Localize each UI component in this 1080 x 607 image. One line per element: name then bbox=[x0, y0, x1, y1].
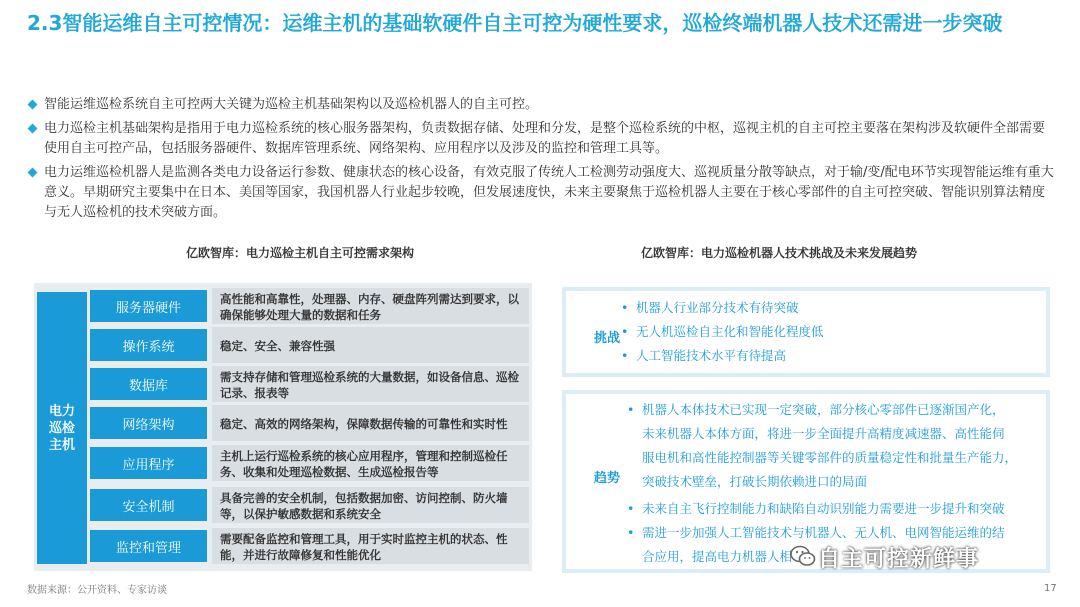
challenge-panel bbox=[562, 287, 1050, 377]
page-number: 17 bbox=[1044, 583, 1057, 594]
challenge-item: • 人工智能技术水平有待提高 bbox=[621, 348, 787, 363]
category-desc: 主机上运行巡检系统的核心应用程序，管理和控制巡检任务、收集和处理巡检数据、生成巡检报告等 bbox=[212, 445, 529, 481]
trend-item: • 需进一步加强人工智能技术与机器人、无人机、电网智能运维的结 bbox=[627, 525, 1005, 540]
bullet-item: 电力巡检主机基础架构是指用于电力巡检系统的核心服务器架构，负责数据存储、处理和分发，是整个巡检系统的中枢，巡视主机的自主可控主要落在架构涉及软硬件全部需要使用自主可控产品，包括服务器硬件、数据库管理系统、网络架构、应用程序以及涉及的监控和管理工具等。 bbox=[27, 119, 1057, 159]
left-diagram-title: 亿欧智库：电力巡检主机自主可控需求架构 bbox=[186, 246, 415, 260]
trend-line: 合应用，提高电力机器人相 bbox=[642, 549, 793, 564]
main-node-label: 电力 巡检 主机 bbox=[37, 292, 87, 564]
trend-item: • 未来自主飞行控制能力和缺陷自动识别能力需要进一步提升和突破 bbox=[627, 501, 1005, 516]
watermark-text: 自主可控新鲜事 bbox=[818, 547, 980, 572]
category-desc: 需支持存储和管理巡检系统的大量数据，如设备信息、巡检记录、报表等 bbox=[212, 366, 529, 402]
bullet-list bbox=[27, 95, 1057, 227]
challenge-item: • 无人机巡检自主化和智能化程度低 bbox=[621, 324, 824, 339]
category-block: 应用程序 bbox=[90, 447, 207, 479]
trend-item: • 机器人本体技术已实现一定突破，部分核心零部件已逐渐国产化， bbox=[627, 402, 1005, 417]
category-desc: 稳定、安全、兼容性强 bbox=[212, 327, 529, 363]
wechat-icon bbox=[790, 545, 816, 567]
category-desc: 稳定、高效的网络架构，保障数据传输的可靠性和实时性 bbox=[212, 405, 529, 441]
category-desc: 具备完善的安全机制，包括数据加密、访问控制、防火墙等，以保护敏感数据和系统安全 bbox=[212, 487, 529, 523]
page-title: 2.3智能运维自主可控情况：运维主机的基础软硬件自主可控为硬性要求，巡检终端机器人技术还需进一步突破 bbox=[27, 11, 1003, 35]
diamond-icon bbox=[28, 100, 38, 110]
trend-line: 服电机和高性能控制器等关键零部件的质量稳定性和批量生产能力， bbox=[642, 450, 1018, 465]
trend-label: 趋势 bbox=[594, 471, 621, 486]
category-block: 安全机制 bbox=[90, 489, 207, 521]
bullet-item: 智能运维巡检系统自主可控两大关键为巡检主机基础架构以及巡检机器人的自主可控。 bbox=[27, 95, 1057, 115]
category-block: 操作系统 bbox=[90, 329, 207, 361]
category-block: 监控和管理 bbox=[90, 530, 207, 562]
category-block: 网络架构 bbox=[90, 407, 207, 439]
category-block: 服务器硬件 bbox=[90, 290, 207, 322]
bullet-item: 电力运维巡检机器人是监测各类电力设备运行参数、健康状态的核心设备，有效克服了传统人工检测劳动强度大、巡视质量分散等缺点，对于输/变/配电环节实现智能运维有重大意义。早期研究主要集中在日本、美国等国家，我国机器人行业起步较晚，但发展速度快，未来主要聚焦于巡检机器人主要在于核心零部件的自主可控突破、智能识别算法精度与无人巡检机的技术突破方面。 bbox=[27, 163, 1057, 223]
trend-line: 未来机器人本体方面，将进一步全面提升高精度减速器、高性能伺 bbox=[642, 426, 1005, 441]
challenge-label: 挑战 bbox=[594, 331, 621, 346]
trend-line: 突破技术壁垒，打破长期依赖进口的局面 bbox=[642, 474, 868, 489]
category-block: 数据库 bbox=[90, 368, 207, 400]
category-desc: 需要配备监控和管理工具，用于实时监控主机的状态、性能，并进行故障修复和性能优化 bbox=[212, 528, 529, 564]
diamond-icon bbox=[28, 168, 38, 178]
diamond-icon bbox=[28, 124, 38, 134]
category-desc: 高性能和高靠性，处理器、内存、硬盘阵列需达到要求，以确保能够处理大量的数据和任务 bbox=[212, 288, 529, 324]
right-diagram-title: 亿欧智库：电力巡检机器人技术挑战及未来发展趋势 bbox=[641, 246, 918, 260]
data-source: 数据来源：公开资料、专家访谈 bbox=[27, 585, 167, 596]
challenge-item: • 机器人行业部分技术有待突破 bbox=[621, 300, 799, 315]
